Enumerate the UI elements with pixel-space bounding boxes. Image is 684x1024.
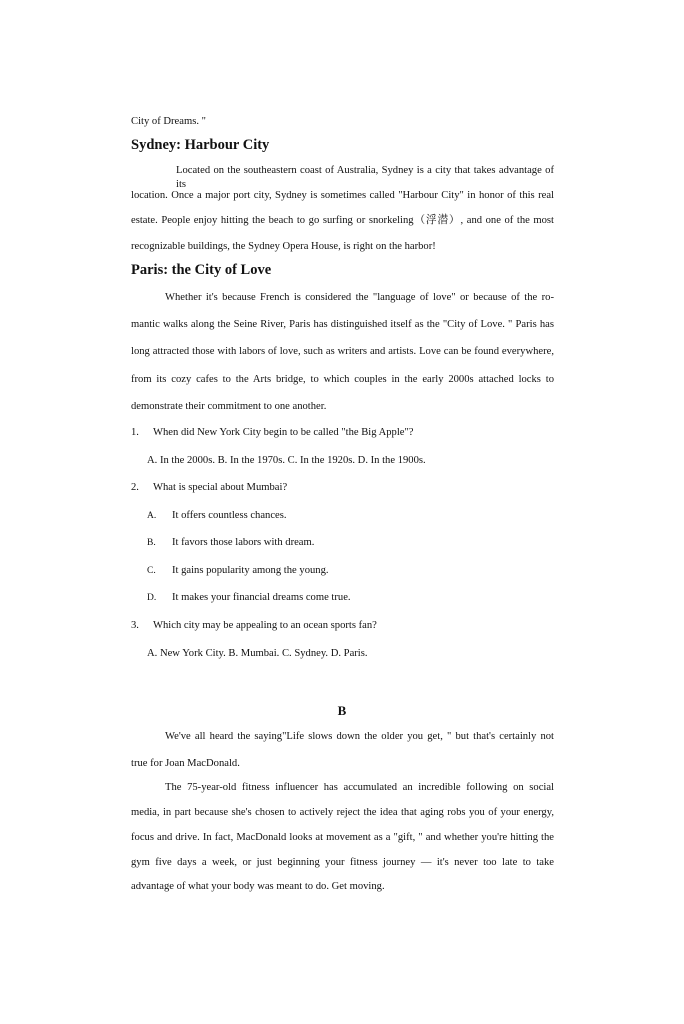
option-text: It gains popularity among the young.: [172, 565, 329, 576]
paragraph-line: focus and drive. In fact, MacDonald looks at movement as a "gift, " and whether you're hitting the: [131, 832, 554, 843]
question-text: When did New York City begin to be called "the Big Apple"?: [153, 427, 414, 438]
option-letter: A.: [147, 511, 157, 521]
paragraph-line: gym five days a week, or just beginning your fitness journey — it's never too late to take: [131, 857, 554, 868]
option-letter: D.: [147, 593, 157, 603]
paragraph-line: demonstrate their commitment to one another.: [131, 401, 327, 412]
option-letter: C.: [147, 566, 156, 576]
question-options: A. In the 2000s. B. In the 1970s. C. In the 1920s. D. In the 1900s.: [147, 455, 426, 466]
sydney-heading: Sydney: Harbour City: [131, 137, 270, 153]
question-text: Which city may be appealing to an ocean sports fan?: [153, 620, 377, 631]
paris-heading: Paris: the City of Love: [131, 262, 272, 278]
question-number: 1.: [131, 427, 139, 438]
paragraph-line: The 75-year-old fitness influencer has accumulated an incredible following on social: [165, 782, 554, 793]
question-number: 3.: [131, 620, 139, 631]
section-label: B: [337, 703, 347, 718]
paragraph-line: location. Once a major port city, Sydney is sometimes called "Harbour City" in honor of this real: [131, 190, 554, 201]
question-options: A. New York City. B. Mumbai. C. Sydney. D. Paris.: [147, 648, 368, 659]
paragraph-line: true for Joan MacDonald.: [131, 758, 240, 769]
option-letter: B.: [147, 538, 156, 548]
option-text: It offers countless chances.: [172, 510, 287, 521]
option-text: It favors those labors with dream.: [172, 537, 315, 548]
paragraph-line: estate. People enjoy hitting the beach to go surfing or snorkeling（浮潜）, and one of the most: [131, 215, 554, 226]
option-text: It makes your financial dreams come true.: [172, 592, 351, 603]
paragraph-line: Whether it's because French is considered the "language of love" or because of the ro-: [165, 292, 554, 303]
continued-text: City of Dreams. ": [131, 116, 206, 127]
paragraph-line: advantage of what your body was meant to do. Get moving.: [131, 881, 385, 892]
paragraph-line: media, in part because she's chosen to actively reject the idea that aging robs you of your energy,: [131, 807, 554, 818]
paragraph-line: long attracted those with labors of love, such as writers and artists. Love can be found everywhere,: [131, 346, 554, 357]
paragraph-line: Located on the southeastern coast of Australia, Sydney is a city that takes advantage of its: [176, 165, 554, 190]
paragraph-line: mantic walks along the Seine River, Paris has distinguished itself as the "City of Love. " Paris has: [131, 319, 554, 330]
paragraph-line: We've all heard the saying"Life slows down the older you get, " but that's certainly not: [165, 731, 554, 742]
paragraph-line: from its cozy cafes to the Arts bridge, to which couples in the early 2000s attached locks to: [131, 374, 554, 385]
question-text: What is special about Mumbai?: [153, 482, 288, 493]
question-number: 2.: [131, 482, 139, 493]
paragraph-line: recognizable buildings, the Sydney Opera House, is right on the harbor!: [131, 241, 436, 252]
